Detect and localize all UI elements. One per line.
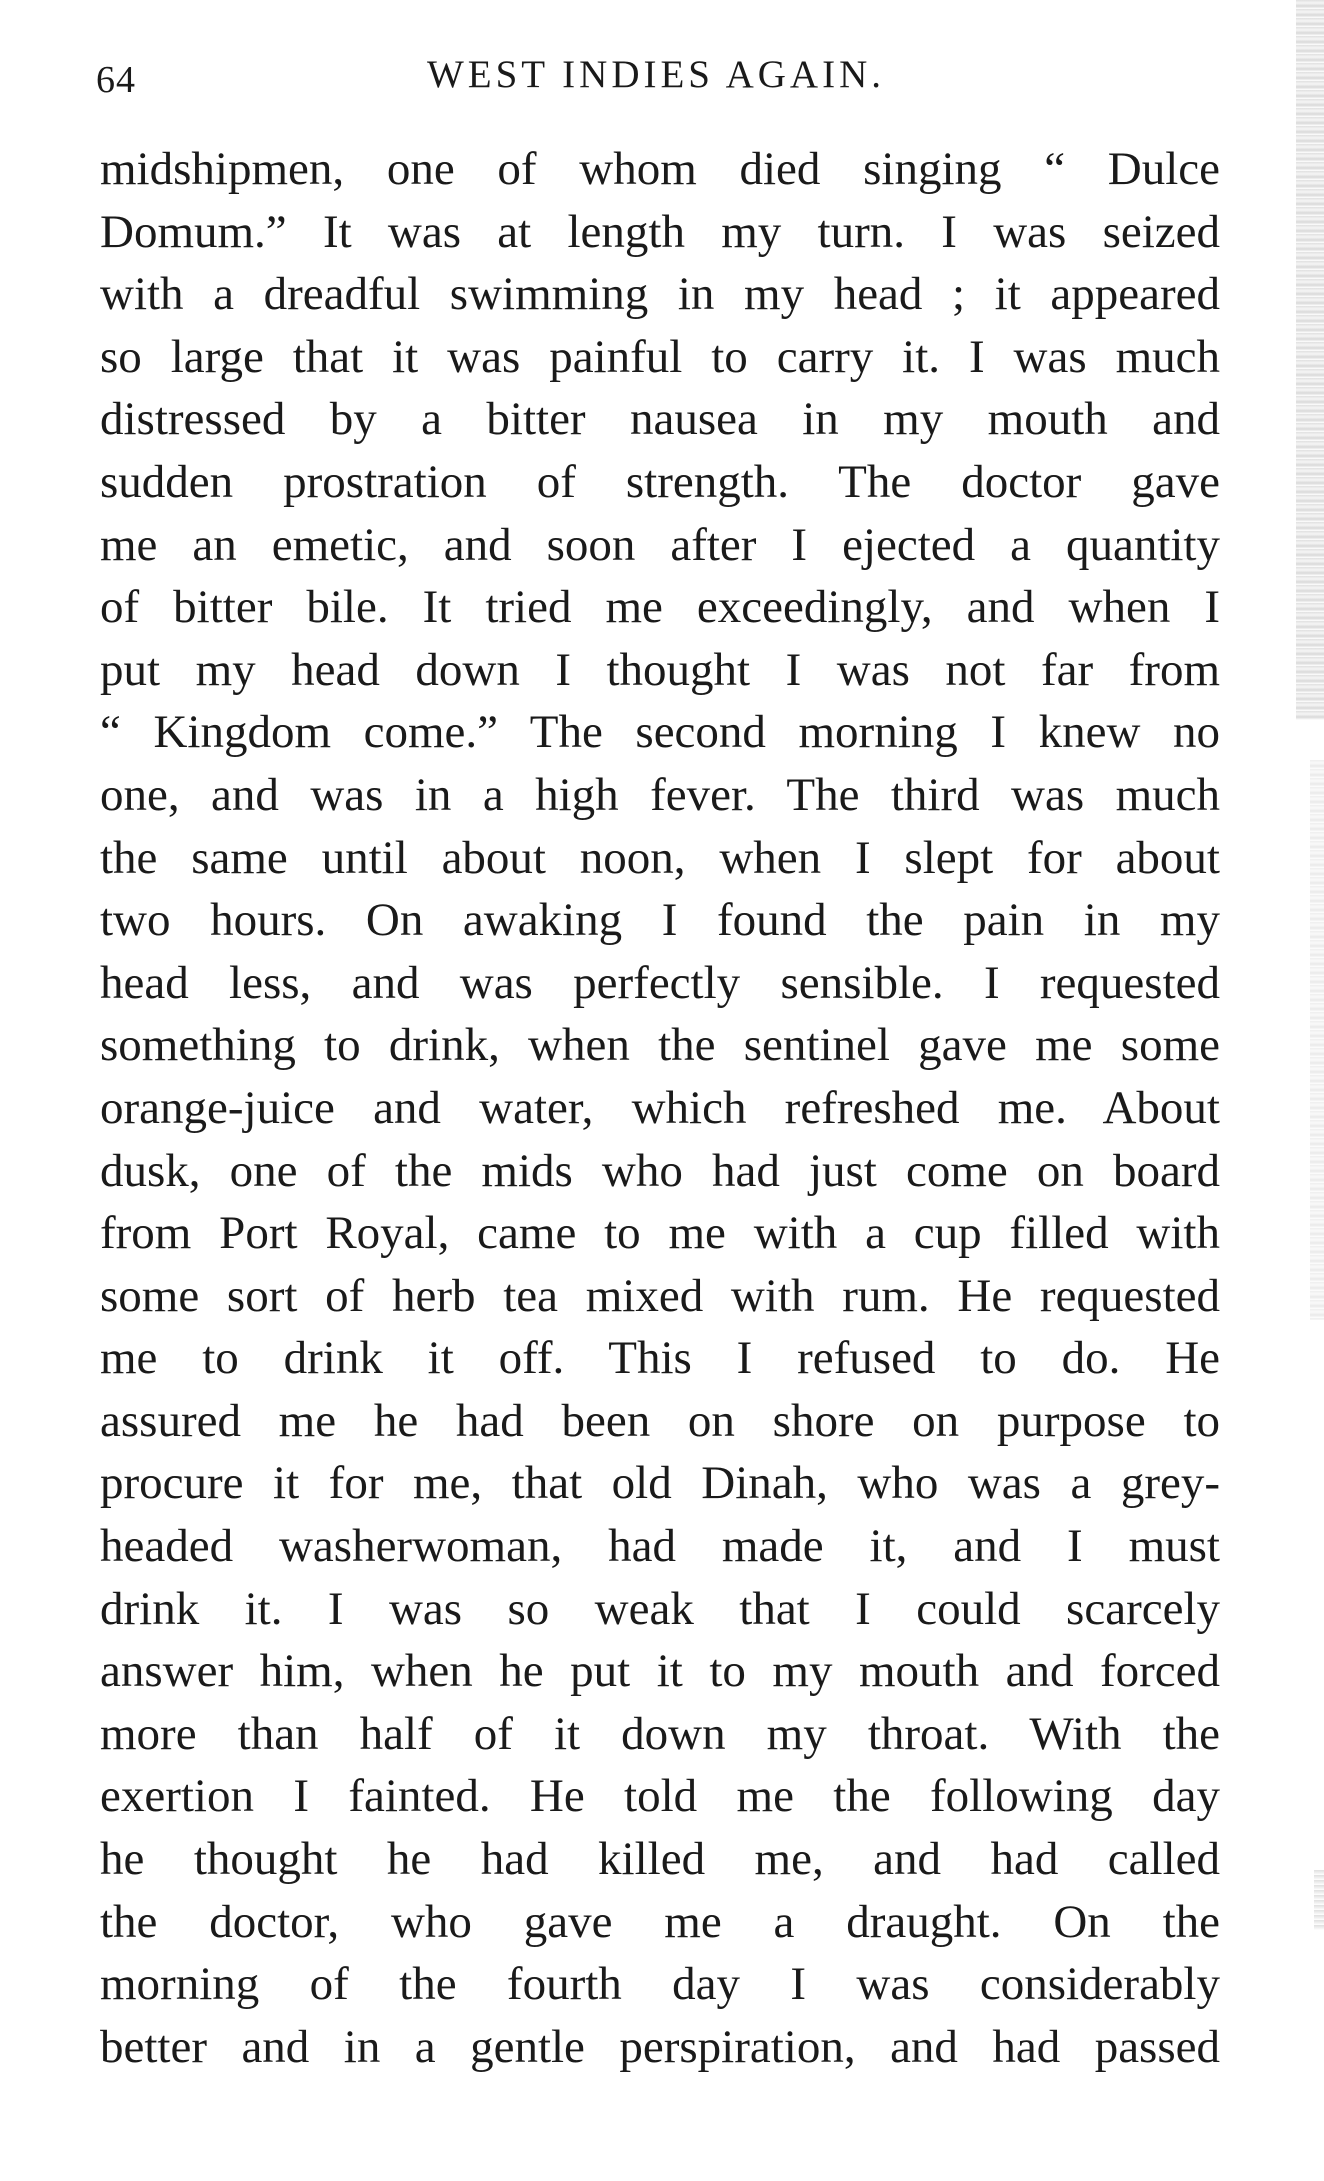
text-line: the same until about noon, when I slept for about (100, 831, 1220, 884)
text-line: from Port Royal, came to me with a cup filled with (100, 1207, 1220, 1260)
text-line: exertion I fainted. He told me the following day (100, 1770, 1220, 1823)
running-title: WEST INDIES AGAIN. (426, 53, 885, 96)
text-line: put my head down I thought I was not far from (100, 643, 1220, 696)
text-line: orange-juice and water, which refreshed me. About (100, 1081, 1220, 1134)
text-line: midshipmen, one of whom died singing “ Dulce (100, 143, 1220, 195)
text-line: me an emetic, and soon after I ejected a quantity (100, 518, 1220, 571)
text-line: headed washerwoman, had made it, and I must (100, 1520, 1220, 1573)
text-line: something to drink, when the sentinel gave me some (100, 1019, 1220, 1072)
text-line: two hours. On awaking I found the pain in my (100, 894, 1220, 947)
text-line: Domum.” It was at length my turn. I was seized (100, 205, 1220, 258)
page-edge-shadow-lower (1310, 760, 1324, 1320)
text-line: distressed by a bitter nausea in my mouth and (100, 393, 1220, 446)
page-edge-mark (1314, 1870, 1324, 1930)
text-line: with a dreadful swimming in my head ; it appeared (100, 268, 1220, 321)
text-line: me to drink it off. This I refused to do. He (100, 1332, 1220, 1385)
text-line: dusk, one of the mids who had just come on board (100, 1144, 1220, 1197)
text-line: some sort of herb tea mixed with rum. He requested (100, 1269, 1220, 1322)
running-head (96, 52, 1216, 112)
page-number: 64 (96, 59, 136, 101)
text-line: one, and was in a high fever. The third was much (100, 768, 1220, 821)
text-line: the doctor, who gave me a draught. On the (100, 1895, 1220, 1948)
text-line: procure it for me, that old Dinah, who was a grey- (100, 1457, 1220, 1510)
text-line: morning of the fourth day I was considerably (100, 1958, 1220, 2011)
text-line: better and in a gentle perspiration, and had passed (100, 2020, 1220, 2073)
text-line: of bitter bile. It tried me exceedingly, and when I (100, 581, 1220, 634)
text-line: head less, and was perfectly sensible. I requested (100, 956, 1220, 1009)
text-line: sudden prostration of strength. The doctor gave (100, 455, 1220, 508)
page-edge-shadow (1296, 0, 1324, 720)
text-line: so large that it was painful to carry it. I was much (100, 330, 1220, 383)
text-line: more than half of it down my throat. With the (100, 1707, 1220, 1760)
text-line: “ Kingdom come.” The second morning I knew no (100, 706, 1220, 759)
text-line: answer him, when he put it to my mouth and forced (100, 1645, 1220, 1698)
text-line: drink it. I was so weak that I could scarcely (100, 1582, 1220, 1635)
text-line: assured me he had been on shore on purpose to (100, 1394, 1220, 1447)
text-line: he thought he had killed me, and had called (100, 1833, 1220, 1886)
body-text (100, 138, 1220, 2078)
